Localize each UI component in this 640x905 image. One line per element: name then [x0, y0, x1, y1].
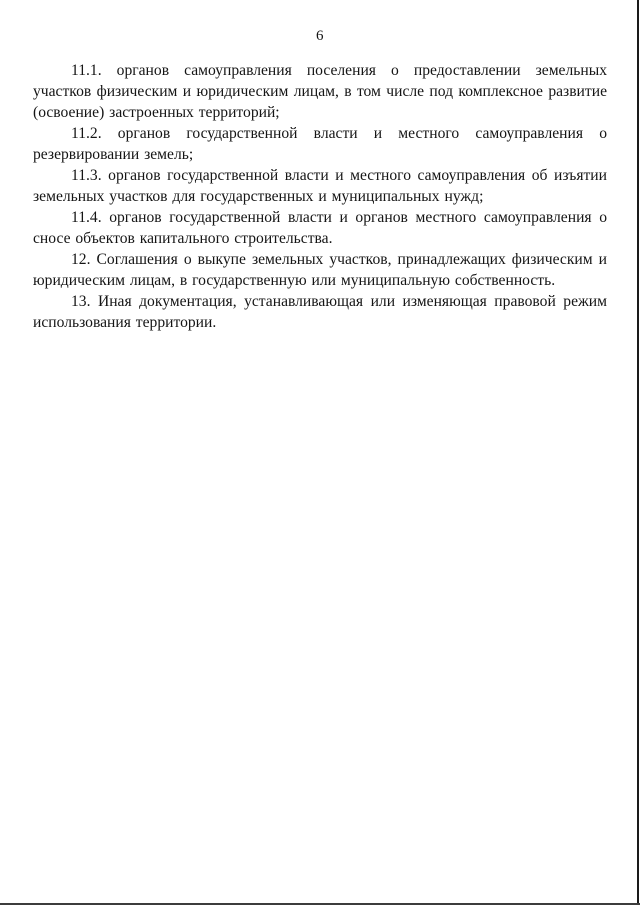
paragraph-11-1: 11.1. органов самоуправления поселения о предоставлении земельных участков физическим и юридическим лицам, в том числе под комплексное развитие (освоение) застроенных территорий;: [33, 62, 607, 121]
paragraph-11-3: 11.3. органов государственной власти и местного самоуправления об изъятии земельных участков для государственных и муниципальных нужд;: [33, 167, 607, 205]
paragraph-12: 12. Соглашения о выкупе земельных участков, принадлежащих физическим и юридическим лицам, в государственную или муниципальную собственность.: [33, 251, 607, 289]
paragraph-13: 13. Иная документация, устанавливающая или изменяющая правовой режим использования территории.: [33, 293, 607, 331]
document-body: [33, 60, 607, 333]
paragraph-11-4: 11.4. органов государственной власти и органов местного самоуправления о сносе объектов капитального строительства.: [33, 209, 607, 247]
scan-edge-right-line: [637, 0, 639, 905]
paragraph-11-2: 11.2. органов государственной власти и местного самоуправления о резервировании земель;: [33, 125, 607, 163]
page-number: 6: [316, 28, 324, 44]
